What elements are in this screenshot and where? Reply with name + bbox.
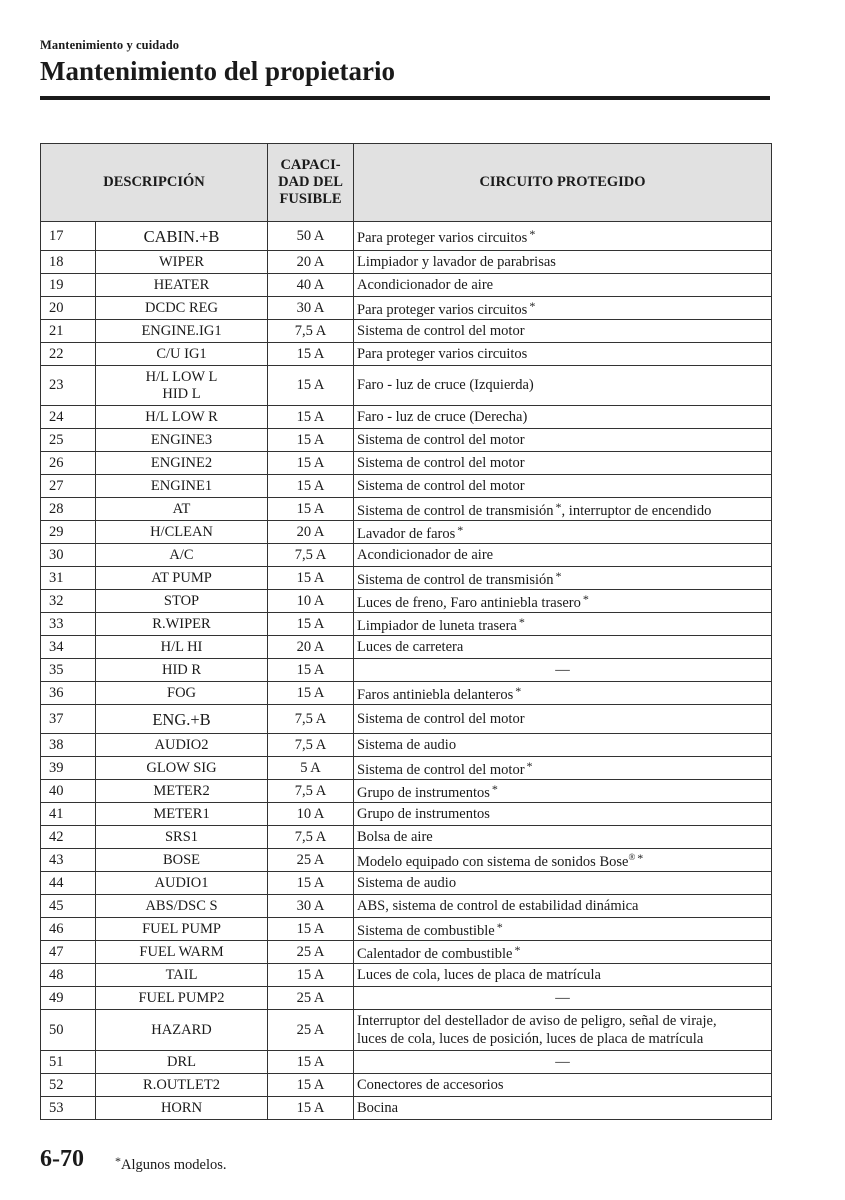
fuse-capacity: 7,5 A: [268, 544, 354, 567]
footnote-asterisk: *: [526, 758, 533, 773]
table-row: [41, 613, 772, 636]
protected-circuit-text: Para proteger varios circuitos: [357, 229, 528, 246]
fuse-number: 47: [41, 941, 96, 964]
protected-circuit: [354, 1097, 772, 1120]
protected-circuit: [354, 734, 772, 757]
header-capacity: [268, 144, 354, 222]
fuse-capacity: 7,5 A: [268, 320, 354, 343]
page-number: 6-70: [40, 1146, 84, 1172]
fuse-description: ENGINE.IG1: [96, 320, 268, 343]
protected-circuit: [354, 803, 772, 826]
table-row: [41, 849, 772, 872]
table-row: [41, 544, 772, 567]
footnote-asterisk: *: [637, 851, 644, 865]
protected-circuit-text: Faros antiniebla delanteros: [357, 686, 514, 703]
protected-circuit: [354, 274, 772, 297]
fuse-description: GLOW SIG: [96, 757, 268, 780]
fuse-number: 21: [41, 320, 96, 343]
fuse-capacity: 15 A: [268, 682, 354, 705]
fuse-number: 44: [41, 872, 96, 895]
fuse-number: 31: [41, 567, 96, 590]
table-row: [41, 521, 772, 544]
footnote-asterisk: *: [529, 298, 536, 313]
footnote-text: Algunos modelos.: [121, 1157, 227, 1173]
fuse-description: H/L HI: [96, 636, 268, 659]
fuse-description: H/CLEAN: [96, 521, 268, 544]
footnote-asterisk: *: [518, 614, 525, 629]
fuse-description: AUDIO2: [96, 734, 268, 757]
table-row: [41, 590, 772, 613]
fuse-description: ENGINE2: [96, 452, 268, 475]
protected-circuit: [354, 941, 772, 964]
fuse-number: 26: [41, 452, 96, 475]
fuse-capacity: 15 A: [268, 964, 354, 987]
fuse-capacity: 15 A: [268, 872, 354, 895]
protected-circuit-text: —: [555, 661, 570, 678]
fuse-number: 33: [41, 613, 96, 636]
fuse-description: HEATER: [96, 274, 268, 297]
fuse-capacity: 15 A: [268, 406, 354, 429]
fuse-description: ABS/DSC S: [96, 895, 268, 918]
protected-circuit: [354, 1074, 772, 1097]
protected-circuit-text: Acondicionador de aire: [357, 546, 494, 563]
fuse-number: 24: [41, 406, 96, 429]
fuse-number: 18: [41, 251, 96, 274]
table-row: [41, 1010, 772, 1051]
fuse-number: 49: [41, 987, 96, 1010]
table-row: [41, 872, 772, 895]
table-header-row: [41, 144, 772, 222]
protected-circuit: [354, 343, 772, 366]
protected-circuit-text: Luces de carretera: [357, 638, 464, 655]
fuse-number: 50: [41, 1010, 96, 1051]
fuse-number: 23: [41, 366, 96, 406]
fuse-capacity: 40 A: [268, 274, 354, 297]
protected-circuit: [354, 222, 772, 251]
protected-circuit-text: Sistema de control del motor: [357, 761, 525, 778]
footnote-asterisk: *: [529, 226, 536, 241]
fuse-capacity: 50 A: [268, 222, 354, 251]
fuse-number: 34: [41, 636, 96, 659]
registered-mark: ®: [628, 852, 636, 862]
fuse-number: 27: [41, 475, 96, 498]
fuse-description: AT PUMP: [96, 567, 268, 590]
protected-circuit-text: Faro - luz de cruce (Derecha): [357, 408, 528, 425]
fuse-table: [40, 143, 772, 1120]
fuse-number: 35: [41, 659, 96, 682]
fuse-description: AT: [96, 498, 268, 521]
protected-circuit: [354, 636, 772, 659]
fuse-capacity: 15 A: [268, 567, 354, 590]
protected-circuit-text: Para proteger varios circuitos: [357, 301, 528, 318]
footnote-asterisk: *: [514, 942, 521, 957]
table-row: [41, 757, 772, 780]
header-capacity-line2: DAD DEL: [278, 174, 343, 190]
fuse-description: SRS1: [96, 826, 268, 849]
protected-circuit: [354, 872, 772, 895]
protected-circuit: [354, 613, 772, 636]
fuse-description: DCDC REG: [96, 297, 268, 320]
footnote-asterisk: *: [457, 522, 464, 537]
fuse-number: 30: [41, 544, 96, 567]
fuse-capacity: 15 A: [268, 918, 354, 941]
table-row: [41, 918, 772, 941]
fuse-description: R.OUTLET2: [96, 1074, 268, 1097]
protected-circuit-text: Sistema de control del motor: [357, 431, 525, 448]
protected-circuit: [354, 826, 772, 849]
protected-circuit-text: Luces de freno, Faro antiniebla trasero: [357, 594, 581, 611]
fuse-number: 20: [41, 297, 96, 320]
fuse-number: 43: [41, 849, 96, 872]
header-description: DESCRIPCIÓN: [41, 144, 268, 222]
fuse-number: 38: [41, 734, 96, 757]
table-row: [41, 659, 772, 682]
protected-circuit-text: Sistema de audio: [357, 874, 457, 891]
fuse-capacity: 20 A: [268, 251, 354, 274]
protected-circuit: [354, 251, 772, 274]
protected-circuit-tail: , interruptor de encendido: [561, 502, 712, 519]
fuse-description: HORN: [96, 1097, 268, 1120]
protected-circuit-text: Grupo de instrumentos: [357, 805, 490, 822]
fuse-description: FUEL PUMP2: [96, 987, 268, 1010]
fuse-number: 52: [41, 1074, 96, 1097]
fuse-description: FOG: [96, 682, 268, 705]
fuse-description: BOSE: [96, 849, 268, 872]
protected-circuit: [354, 366, 772, 406]
fuse-number: 40: [41, 780, 96, 803]
fuse-description: TAIL: [96, 964, 268, 987]
table-row: [41, 429, 772, 452]
fuse-number: 32: [41, 590, 96, 613]
footnote-asterisk: *: [515, 683, 522, 698]
fuse-description: ENG.+B: [96, 705, 268, 734]
table-row: [41, 297, 772, 320]
fuse-capacity: 25 A: [268, 941, 354, 964]
table-row: [41, 320, 772, 343]
fuse-capacity: 15 A: [268, 366, 354, 406]
fuse-capacity: 25 A: [268, 1010, 354, 1051]
protected-circuit: [354, 659, 772, 682]
protected-circuit-text: Limpiador de luneta trasera: [357, 617, 517, 634]
fuse-number: 39: [41, 757, 96, 780]
header-capacity-line3: FUSIBLE: [279, 191, 342, 207]
protected-circuit-text: Sistema de audio: [357, 736, 457, 753]
protected-circuit-text: Sistema de control de transmisión: [357, 571, 554, 588]
protected-circuit: [354, 590, 772, 613]
fuse-number: 41: [41, 803, 96, 826]
protected-circuit-text: —: [555, 1053, 570, 1070]
table-row: [41, 366, 772, 406]
protected-circuit-text: Conectores de accesorios: [357, 1076, 504, 1093]
table-row: [41, 734, 772, 757]
fuse-capacity: 15 A: [268, 452, 354, 475]
protected-circuit-text: —: [555, 989, 570, 1006]
protected-circuit: [354, 521, 772, 544]
protected-circuit-text: Grupo de instrumentos: [357, 784, 490, 801]
protected-circuit: [354, 757, 772, 780]
fuse-number: 37: [41, 705, 96, 734]
table-row: [41, 636, 772, 659]
fuse-capacity: 15 A: [268, 1051, 354, 1074]
fuse-capacity: 15 A: [268, 659, 354, 682]
protected-circuit-text: Sistema de control del motor: [357, 710, 525, 727]
fuse-description: A/C: [96, 544, 268, 567]
protected-circuit-text: Sistema de control del motor: [357, 477, 525, 494]
table-row: [41, 705, 772, 734]
protected-circuit: [354, 544, 772, 567]
fuse-number: 19: [41, 274, 96, 297]
table-body: [41, 222, 772, 1120]
protected-circuit: [354, 1010, 772, 1051]
fuse-description: FUEL WARM: [96, 941, 268, 964]
fuse-capacity: 15 A: [268, 1074, 354, 1097]
page-title: Mantenimiento del propietario: [40, 56, 395, 86]
protected-circuit: [354, 895, 772, 918]
table-row: [41, 964, 772, 987]
table-row: [41, 452, 772, 475]
protected-circuit-text: Sistema de control del motor: [357, 322, 525, 339]
protected-circuit: [354, 429, 772, 452]
table-row: [41, 498, 772, 521]
fuse-description: FUEL PUMP: [96, 918, 268, 941]
fuse-capacity: 15 A: [268, 613, 354, 636]
footnote-asterisk: *: [491, 781, 498, 796]
fuse-description: R.WIPER: [96, 613, 268, 636]
protected-circuit-text: Lavador de faros: [357, 525, 456, 542]
protected-circuit-text: Sistema de combustible: [357, 922, 495, 939]
fuse-capacity: 25 A: [268, 849, 354, 872]
fuse-capacity: 15 A: [268, 429, 354, 452]
fuse-number: 25: [41, 429, 96, 452]
fuse-number: 53: [41, 1097, 96, 1120]
fuse-number: 22: [41, 343, 96, 366]
protected-circuit: [354, 780, 772, 803]
fuse-description: AUDIO1: [96, 872, 268, 895]
table-row: [41, 343, 772, 366]
protected-circuit: [354, 682, 772, 705]
table-row: [41, 941, 772, 964]
table-row: [41, 826, 772, 849]
fuse-description: ENGINE1: [96, 475, 268, 498]
protected-circuit-text: Para proteger varios circuitos: [357, 345, 528, 362]
fuse-number: 48: [41, 964, 96, 987]
protected-circuit-text: ABS, sistema de control de estabilidad dinámica: [357, 897, 639, 914]
table-row: [41, 780, 772, 803]
fuse-capacity: 15 A: [268, 1097, 354, 1120]
fuse-description: METER2: [96, 780, 268, 803]
protected-circuit: [354, 987, 772, 1010]
protected-circuit: [354, 849, 772, 872]
protected-circuit-text: Faro - luz de cruce (Izquierda): [357, 377, 534, 393]
footnote-asterisk: *: [555, 499, 562, 514]
fuse-number: 29: [41, 521, 96, 544]
fuse-capacity: 15 A: [268, 498, 354, 521]
protected-circuit: [354, 475, 772, 498]
fuse-capacity: 7,5 A: [268, 705, 354, 734]
fuse-description-line1: H/L LOW L: [145, 368, 218, 385]
protected-circuit: [354, 964, 772, 987]
fuse-description: H/L LOW R: [96, 406, 268, 429]
fuse-capacity: 7,5 A: [268, 734, 354, 757]
protected-circuit-line1: Interruptor del destellador de aviso de peligro, señal de viraje,: [357, 1013, 717, 1029]
fuse-capacity: 30 A: [268, 297, 354, 320]
protected-circuit: [354, 320, 772, 343]
fuse-capacity: 15 A: [268, 475, 354, 498]
protected-circuit-text: Limpiador y lavador de parabrisas: [357, 253, 556, 270]
protected-circuit-text: Calentador de combustible: [357, 945, 513, 962]
title-divider: [40, 96, 770, 100]
fuse-capacity: 5 A: [268, 757, 354, 780]
footnote: [115, 1151, 227, 1175]
fuse-description-line2: HID L: [162, 385, 201, 402]
table-row: [41, 1051, 772, 1074]
protected-circuit-text: Acondicionador de aire: [357, 276, 494, 293]
protected-circuit: [354, 297, 772, 320]
table-row: [41, 475, 772, 498]
protected-circuit: [354, 452, 772, 475]
table-row: [41, 1074, 772, 1097]
protected-circuit-text: Sistema de control de transmisión: [357, 502, 554, 519]
table-row: [41, 987, 772, 1010]
fuse-description: [96, 366, 268, 406]
fuse-capacity: 15 A: [268, 343, 354, 366]
protected-circuit-text: Luces de cola, luces de placa de matrícula: [357, 966, 601, 983]
fuse-capacity: 25 A: [268, 987, 354, 1010]
fuse-description: STOP: [96, 590, 268, 613]
table-row: [41, 406, 772, 429]
table-row: [41, 803, 772, 826]
fuse-capacity: 7,5 A: [268, 826, 354, 849]
protected-circuit-text: Modelo equipado con sistema de sonidos Bose: [357, 854, 629, 870]
protected-circuit: [354, 705, 772, 734]
fuse-description: DRL: [96, 1051, 268, 1074]
table-row: [41, 274, 772, 297]
footnote-mark: *: [115, 1154, 121, 1168]
fuse-description: METER1: [96, 803, 268, 826]
table-row: [41, 895, 772, 918]
fuse-description: C/U IG1: [96, 343, 268, 366]
fuse-number: 51: [41, 1051, 96, 1074]
table-row: [41, 682, 772, 705]
fuse-number: 42: [41, 826, 96, 849]
fuse-capacity: 20 A: [268, 636, 354, 659]
footnote-asterisk: *: [582, 591, 589, 606]
footnote-asterisk: *: [496, 919, 503, 934]
table-row: [41, 1097, 772, 1120]
protected-circuit: [354, 918, 772, 941]
fuse-description: HID R: [96, 659, 268, 682]
fuse-capacity: 20 A: [268, 521, 354, 544]
fuse-description: HAZARD: [96, 1010, 268, 1051]
fuse-capacity: 7,5 A: [268, 780, 354, 803]
fuse-description: CABIN.+B: [96, 222, 268, 251]
fuse-number: 46: [41, 918, 96, 941]
fuse-number: 17: [41, 222, 96, 251]
protected-circuit: [354, 406, 772, 429]
section-label: Mantenimiento y cuidado: [40, 38, 180, 52]
table-row: [41, 567, 772, 590]
protected-circuit: [354, 567, 772, 590]
fuse-number: 45: [41, 895, 96, 918]
header-circuit: CIRCUITO PROTEGIDO: [354, 144, 772, 222]
protected-circuit-text: Bocina: [357, 1099, 399, 1116]
table-row: [41, 222, 772, 251]
protected-circuit: [354, 498, 772, 521]
protected-circuit-text: Sistema de control del motor: [357, 454, 525, 471]
fuse-number: 28: [41, 498, 96, 521]
fuse-description: WIPER: [96, 251, 268, 274]
fuse-capacity: 10 A: [268, 803, 354, 826]
footnote-asterisk: *: [555, 568, 562, 583]
protected-circuit-line2: luces de cola, luces de posición, luces de placa de matrícula: [357, 1031, 704, 1047]
fuse-capacity: 30 A: [268, 895, 354, 918]
protected-circuit: [354, 1051, 772, 1074]
table-row: [41, 251, 772, 274]
fuse-capacity: 10 A: [268, 590, 354, 613]
fuse-number: 36: [41, 682, 96, 705]
header-capacity-line1: CAPACI-: [280, 157, 341, 173]
protected-circuit-text: Bolsa de aire: [357, 828, 433, 845]
fuse-description: ENGINE3: [96, 429, 268, 452]
